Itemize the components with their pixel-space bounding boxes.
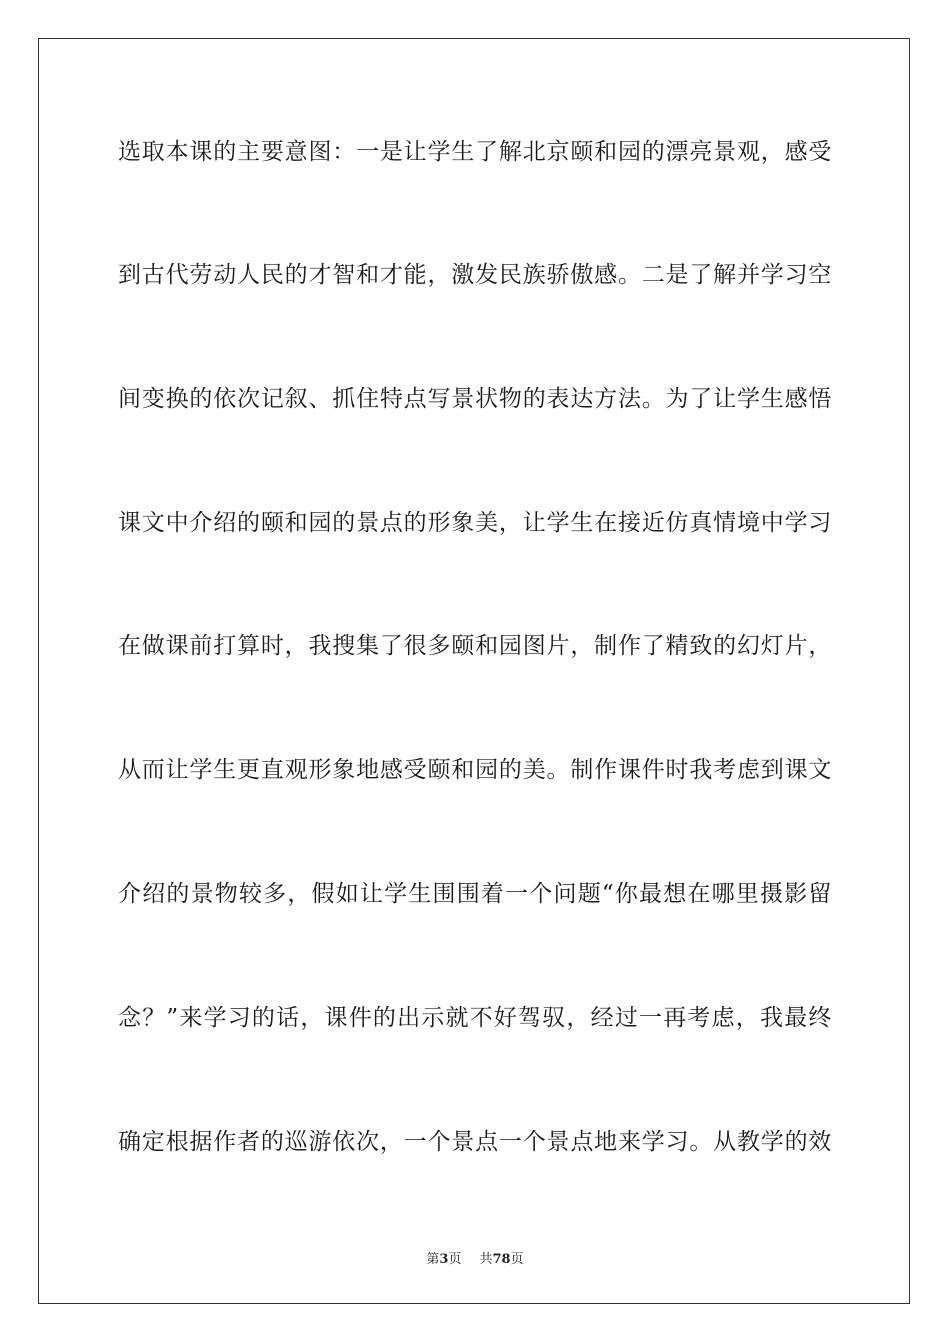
total-pages: 78 (492, 1252, 511, 1267)
text-line: 选取本课的主要意图：一是让学生了解北京颐和园的漂亮景观，感受 (118, 139, 832, 165)
page-footer (0, 1248, 950, 1267)
text-line: 课文中介绍的颐和园的景点的形象美，让学生在接近仿真情境中学习 (118, 510, 832, 536)
text-line: 间变换的依次记叙、抓住特点写景状物的表达方法。为了让学生感悟 (118, 386, 832, 412)
page-prefix: 第 (426, 1252, 440, 1267)
text-line: 在做课前打算时，我搜集了很多颐和园图片，制作了精致的幻灯片， (118, 633, 832, 659)
page-number: 3 (439, 1252, 449, 1267)
text-line: 念？”来学习的话，课件的出示就不好驾驭，经过一再考虑，我最终 (118, 1005, 832, 1031)
page-suffix: 页 (448, 1252, 462, 1267)
text-line: 从而让学生更直观形象地感受颐和园的美。制作课件时我考虑到课文 (118, 757, 832, 783)
total-prefix: 共 (479, 1252, 493, 1267)
text-line: 到古代劳动人民的才智和才能，激发民族骄傲感。二是了解并学习空 (118, 262, 832, 288)
text-line: 确定根据作者的巡游依次，一个景点一个景点地来学习。从教学的效 (118, 1129, 832, 1155)
text-line: 介绍的景物较多，假如让学生围围着一个问题“你最想在哪里摄影留 (118, 881, 832, 907)
page-border (38, 38, 910, 1304)
total-suffix: 页 (510, 1252, 524, 1267)
